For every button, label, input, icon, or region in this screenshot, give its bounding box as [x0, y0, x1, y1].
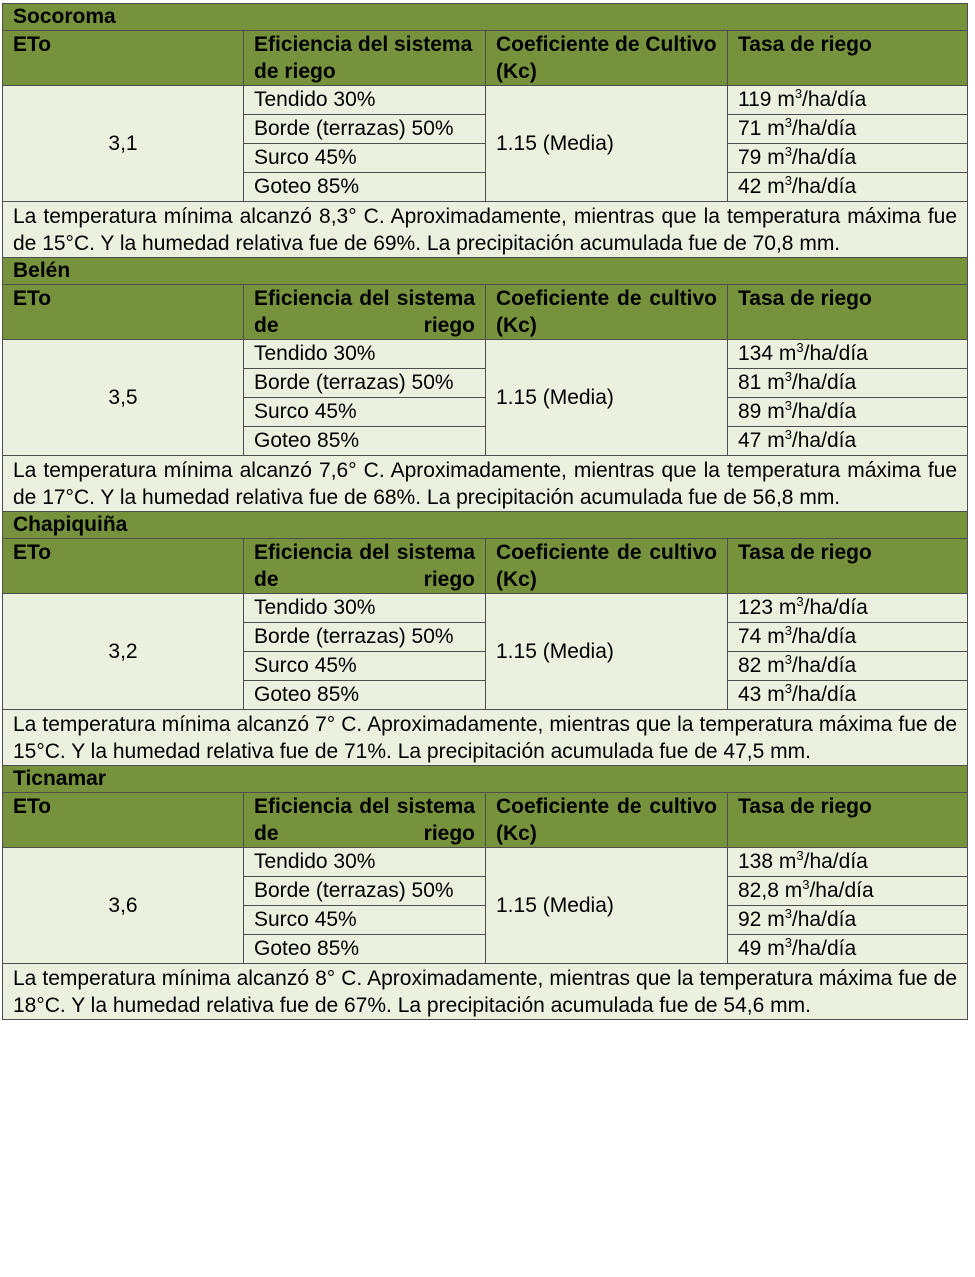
- rate-unit: /ha/día: [809, 879, 874, 902]
- irrigation-rate: [728, 652, 968, 681]
- system-efficiency: Borde (terrazas) 50%: [244, 369, 486, 398]
- table-row: [3, 594, 968, 623]
- climate-note: La temperatura mínima alcanzó 7° C. Aproximadamente, mientras que la temperatura máxima fue de 15°C. Y la humedad relativa fue de 71%. La precipitación acumulada fue de 47,5 mm.: [3, 710, 968, 766]
- irrigation-rate: [728, 877, 968, 906]
- note-row: [3, 964, 968, 1020]
- rate-unit: /ha/día: [791, 625, 857, 648]
- section-title: Ticnamar: [3, 766, 968, 793]
- rate-value: 89 m: [738, 400, 785, 423]
- irrigation-rate: [728, 935, 968, 964]
- rate-superscript: 3: [784, 652, 792, 667]
- header-kc: Coeficiente de cultivo (Kc): [486, 793, 728, 848]
- header-efficiency: Eficiencia del sistema de riego: [244, 31, 486, 86]
- rate-value: 74 m: [738, 625, 785, 648]
- header-kc: Coeficiente de Cultivo (Kc): [486, 31, 728, 86]
- irrigation-rate: [728, 173, 968, 202]
- header-efficiency: Eficiencia del sistema de riego: [244, 285, 486, 340]
- irrigation-rate: [728, 115, 968, 144]
- header-kc: Coeficiente de cultivo (Kc): [486, 285, 728, 340]
- kc-value: 1.15 (Media): [486, 848, 728, 964]
- rate-superscript: 3: [796, 594, 804, 609]
- eto-value: 3,5: [3, 340, 244, 456]
- system-efficiency: Goteo 85%: [244, 427, 486, 456]
- rate-unit: /ha/día: [803, 596, 868, 619]
- rate-value: 82,8 m: [738, 879, 803, 902]
- header-row: [3, 793, 968, 848]
- rate-value: 123 m: [738, 596, 797, 619]
- system-efficiency: Borde (terrazas) 50%: [244, 623, 486, 652]
- section-title: Belén: [3, 258, 968, 285]
- rate-superscript: 3: [784, 935, 792, 950]
- system-efficiency: Borde (terrazas) 50%: [244, 115, 486, 144]
- rate-unit: /ha/día: [803, 850, 868, 873]
- rate-superscript: 3: [784, 623, 792, 638]
- table-row: [3, 848, 968, 877]
- irrigation-rate: [728, 848, 968, 877]
- section-title: Socoroma: [3, 4, 968, 31]
- irrigation-rate: [728, 398, 968, 427]
- climate-note: La temperatura mínima alcanzó 8,3° C. Aproximadamente, mientras que la temperatura máxima fue de 15°C. Y la humedad relativa fue de 69%. La precipitación acumulada fue de 70,8 mm.: [3, 202, 968, 258]
- header-rate: Tasa de riego: [728, 285, 968, 340]
- rate-unit: /ha/día: [791, 371, 857, 394]
- rate-unit: /ha/día: [791, 654, 857, 677]
- rate-unit: /ha/día: [802, 88, 867, 111]
- rate-superscript: 3: [784, 906, 792, 921]
- rate-unit: /ha/día: [791, 683, 857, 706]
- header-rate: Tasa de riego: [728, 539, 968, 594]
- header-rate: Tasa de riego: [728, 31, 968, 86]
- rate-unit: /ha/día: [791, 175, 857, 198]
- note-row: [3, 710, 968, 766]
- header-eto: ETo: [3, 793, 244, 848]
- irrigation-rate: [728, 594, 968, 623]
- system-efficiency: Surco 45%: [244, 398, 486, 427]
- header-row: [3, 285, 968, 340]
- header-efficiency: Eficiencia del sistema de riego: [244, 539, 486, 594]
- irrigation-rate: [728, 86, 968, 115]
- irrigation-rate: [728, 144, 968, 173]
- climate-note: La temperatura mínima alcanzó 8° C. Aproximadamente, mientras que la temperatura máxima fue de 18°C. Y la humedad relativa fue de 67%. La precipitación acumulada fue de 54,6 mm.: [3, 964, 968, 1020]
- header-row: [3, 31, 968, 86]
- header-kc: Coeficiente de cultivo (Kc): [486, 539, 728, 594]
- header-efficiency: Eficiencia del sistema de riego: [244, 793, 486, 848]
- rate-value: 82 m: [738, 654, 785, 677]
- system-efficiency: Goteo 85%: [244, 935, 486, 964]
- rate-superscript: 3: [784, 427, 792, 442]
- kc-value: 1.15 (Media): [486, 594, 728, 710]
- header-eto: ETo: [3, 539, 244, 594]
- system-efficiency: Tendido 30%: [244, 340, 486, 369]
- irrigation-rate: [728, 906, 968, 935]
- irrigation-rate: [728, 340, 968, 369]
- rate-unit: /ha/día: [791, 429, 857, 452]
- rate-superscript: 3: [802, 877, 810, 892]
- system-efficiency: Surco 45%: [244, 906, 486, 935]
- rate-superscript: 3: [784, 144, 792, 159]
- section-title: Chapiquiña: [3, 512, 968, 539]
- rate-value: 43 m: [738, 683, 785, 706]
- system-efficiency: Surco 45%: [244, 144, 486, 173]
- irrigation-rate: [728, 369, 968, 398]
- note-row: [3, 456, 968, 512]
- system-efficiency: Tendido 30%: [244, 594, 486, 623]
- rate-superscript: 3: [796, 340, 804, 355]
- rate-value: 92 m: [738, 908, 785, 931]
- rate-unit: /ha/día: [791, 117, 857, 140]
- rate-superscript: 3: [784, 398, 792, 413]
- rate-value: 71 m: [738, 117, 785, 140]
- rate-superscript: 3: [784, 115, 792, 130]
- rate-superscript: 3: [784, 369, 792, 384]
- system-efficiency: Goteo 85%: [244, 173, 486, 202]
- system-efficiency: Surco 45%: [244, 652, 486, 681]
- rate-unit: /ha/día: [803, 342, 868, 365]
- rate-value: 79 m: [738, 146, 785, 169]
- irrigation-rate: [728, 681, 968, 710]
- note-row: [3, 202, 968, 258]
- system-efficiency: Borde (terrazas) 50%: [244, 877, 486, 906]
- irrigation-table: [2, 3, 968, 1020]
- irrigation-rate: [728, 623, 968, 652]
- rate-superscript: 3: [784, 173, 792, 188]
- section-title-row: [3, 766, 968, 793]
- rate-unit: /ha/día: [791, 908, 857, 931]
- rate-value: 119 m: [738, 88, 795, 111]
- section-title-row: [3, 512, 968, 539]
- table-row: [3, 86, 968, 115]
- eto-value: 3,2: [3, 594, 244, 710]
- section-title-row: [3, 258, 968, 285]
- header-eto: ETo: [3, 31, 244, 86]
- header-eto: ETo: [3, 285, 244, 340]
- rate-value: 47 m: [738, 429, 785, 452]
- rate-unit: /ha/día: [791, 146, 857, 169]
- rate-unit: /ha/día: [791, 400, 857, 423]
- system-efficiency: Tendido 30%: [244, 86, 486, 115]
- climate-note: La temperatura mínima alcanzó 7,6° C. Aproximadamente, mientras que la temperatura máxima fue de 17°C. Y la humedad relativa fue de 68%. La precipitación acumulada fue de 56,8 mm.: [3, 456, 968, 512]
- kc-value: 1.15 (Media): [486, 86, 728, 202]
- eto-value: 3,1: [3, 86, 244, 202]
- kc-value: 1.15 (Media): [486, 340, 728, 456]
- system-efficiency: Goteo 85%: [244, 681, 486, 710]
- system-efficiency: Tendido 30%: [244, 848, 486, 877]
- header-row: [3, 539, 968, 594]
- rate-superscript: 3: [794, 86, 803, 101]
- rate-superscript: 3: [796, 848, 804, 863]
- header-rate: Tasa de riego: [728, 793, 968, 848]
- rate-value: 138 m: [738, 850, 797, 873]
- rate-value: 134 m: [738, 342, 797, 365]
- eto-value: 3,6: [3, 848, 244, 964]
- irrigation-rate: [728, 427, 968, 456]
- rate-value: 81 m: [738, 371, 785, 394]
- rate-unit: /ha/día: [791, 937, 857, 960]
- rate-superscript: 3: [784, 681, 792, 696]
- table-row: [3, 340, 968, 369]
- rate-value: 49 m: [738, 937, 785, 960]
- section-title-row: [3, 4, 968, 31]
- rate-value: 42 m: [738, 175, 785, 198]
